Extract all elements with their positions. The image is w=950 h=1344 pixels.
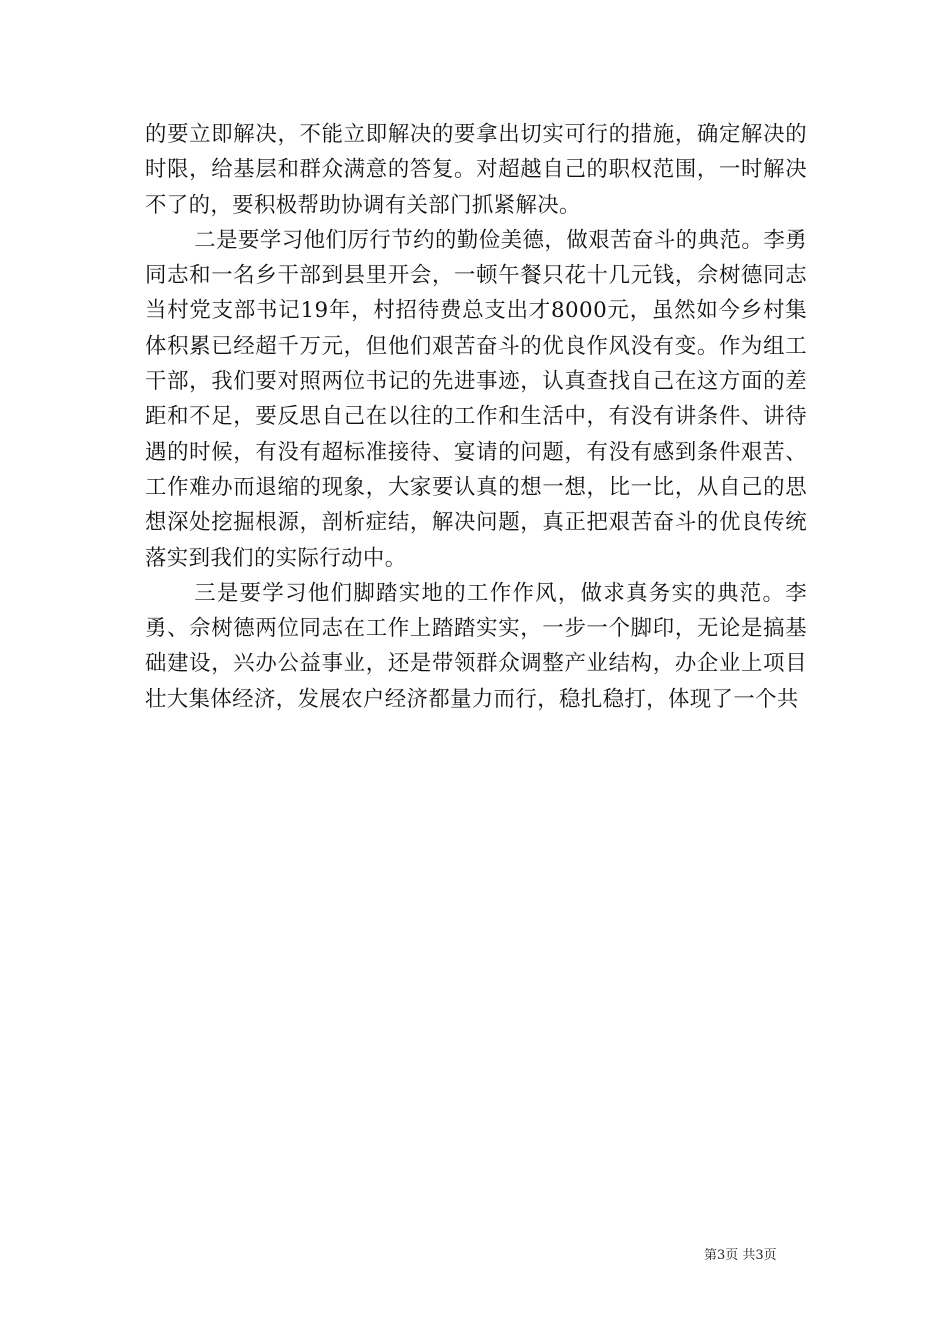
body-text [145,117,807,717]
page-number-footer: 第3页 共3页 [704,1248,777,1263]
paragraph-3: 三是要学习他们脚踏实地的工作作风，做求真务实的典范。李勇、佘树德两位同志在工作上踏踏实实，一步一个脚印，无论是搞基础建设，兴办公益事业，还是带领群众调整产业结构，办企业上项目壮大集体经济，发展农户经济都量力而行，稳扎稳打，体现了一个共 [145,580,807,712]
paragraph-1: 的要立即解决，不能立即解决的要拿出切实可行的措施，确定解决的时限，给基层和群众满意的答复。对超越自己的职权范围，一时解决不了的，要积极帮助协调有关部门抓紧解决。 [145,122,807,218]
paragraph-2: 二是要学习他们厉行节约的勤俭美德，做艰苦奋斗的典范。李勇同志和一名乡干部到县里开会，一顿午餐只花十几元钱，佘树德同志当村党支部书记19年，村招待费总支出才8000元，虽然如今乡村集体积累已经超千万元，但他们艰苦奋斗的优良作风没有变。作为组工干部，我们要对照两位书记的先进事迹，认真查找自己在这方面的差距和不足，要反思自己在以往的工作和生活中，有没有讲条件、讲待遇的时候，有没有超标准接待、宴请的问题，有没有感到条件艰苦、工作难办而退缩的现象，大家要认真的想一想，比一比，从自己的思想深处挖掘根源，剖析症结，解决问题，真正把艰苦奋斗的优良传统落实到我们的实际行动中。 [145,227,807,571]
